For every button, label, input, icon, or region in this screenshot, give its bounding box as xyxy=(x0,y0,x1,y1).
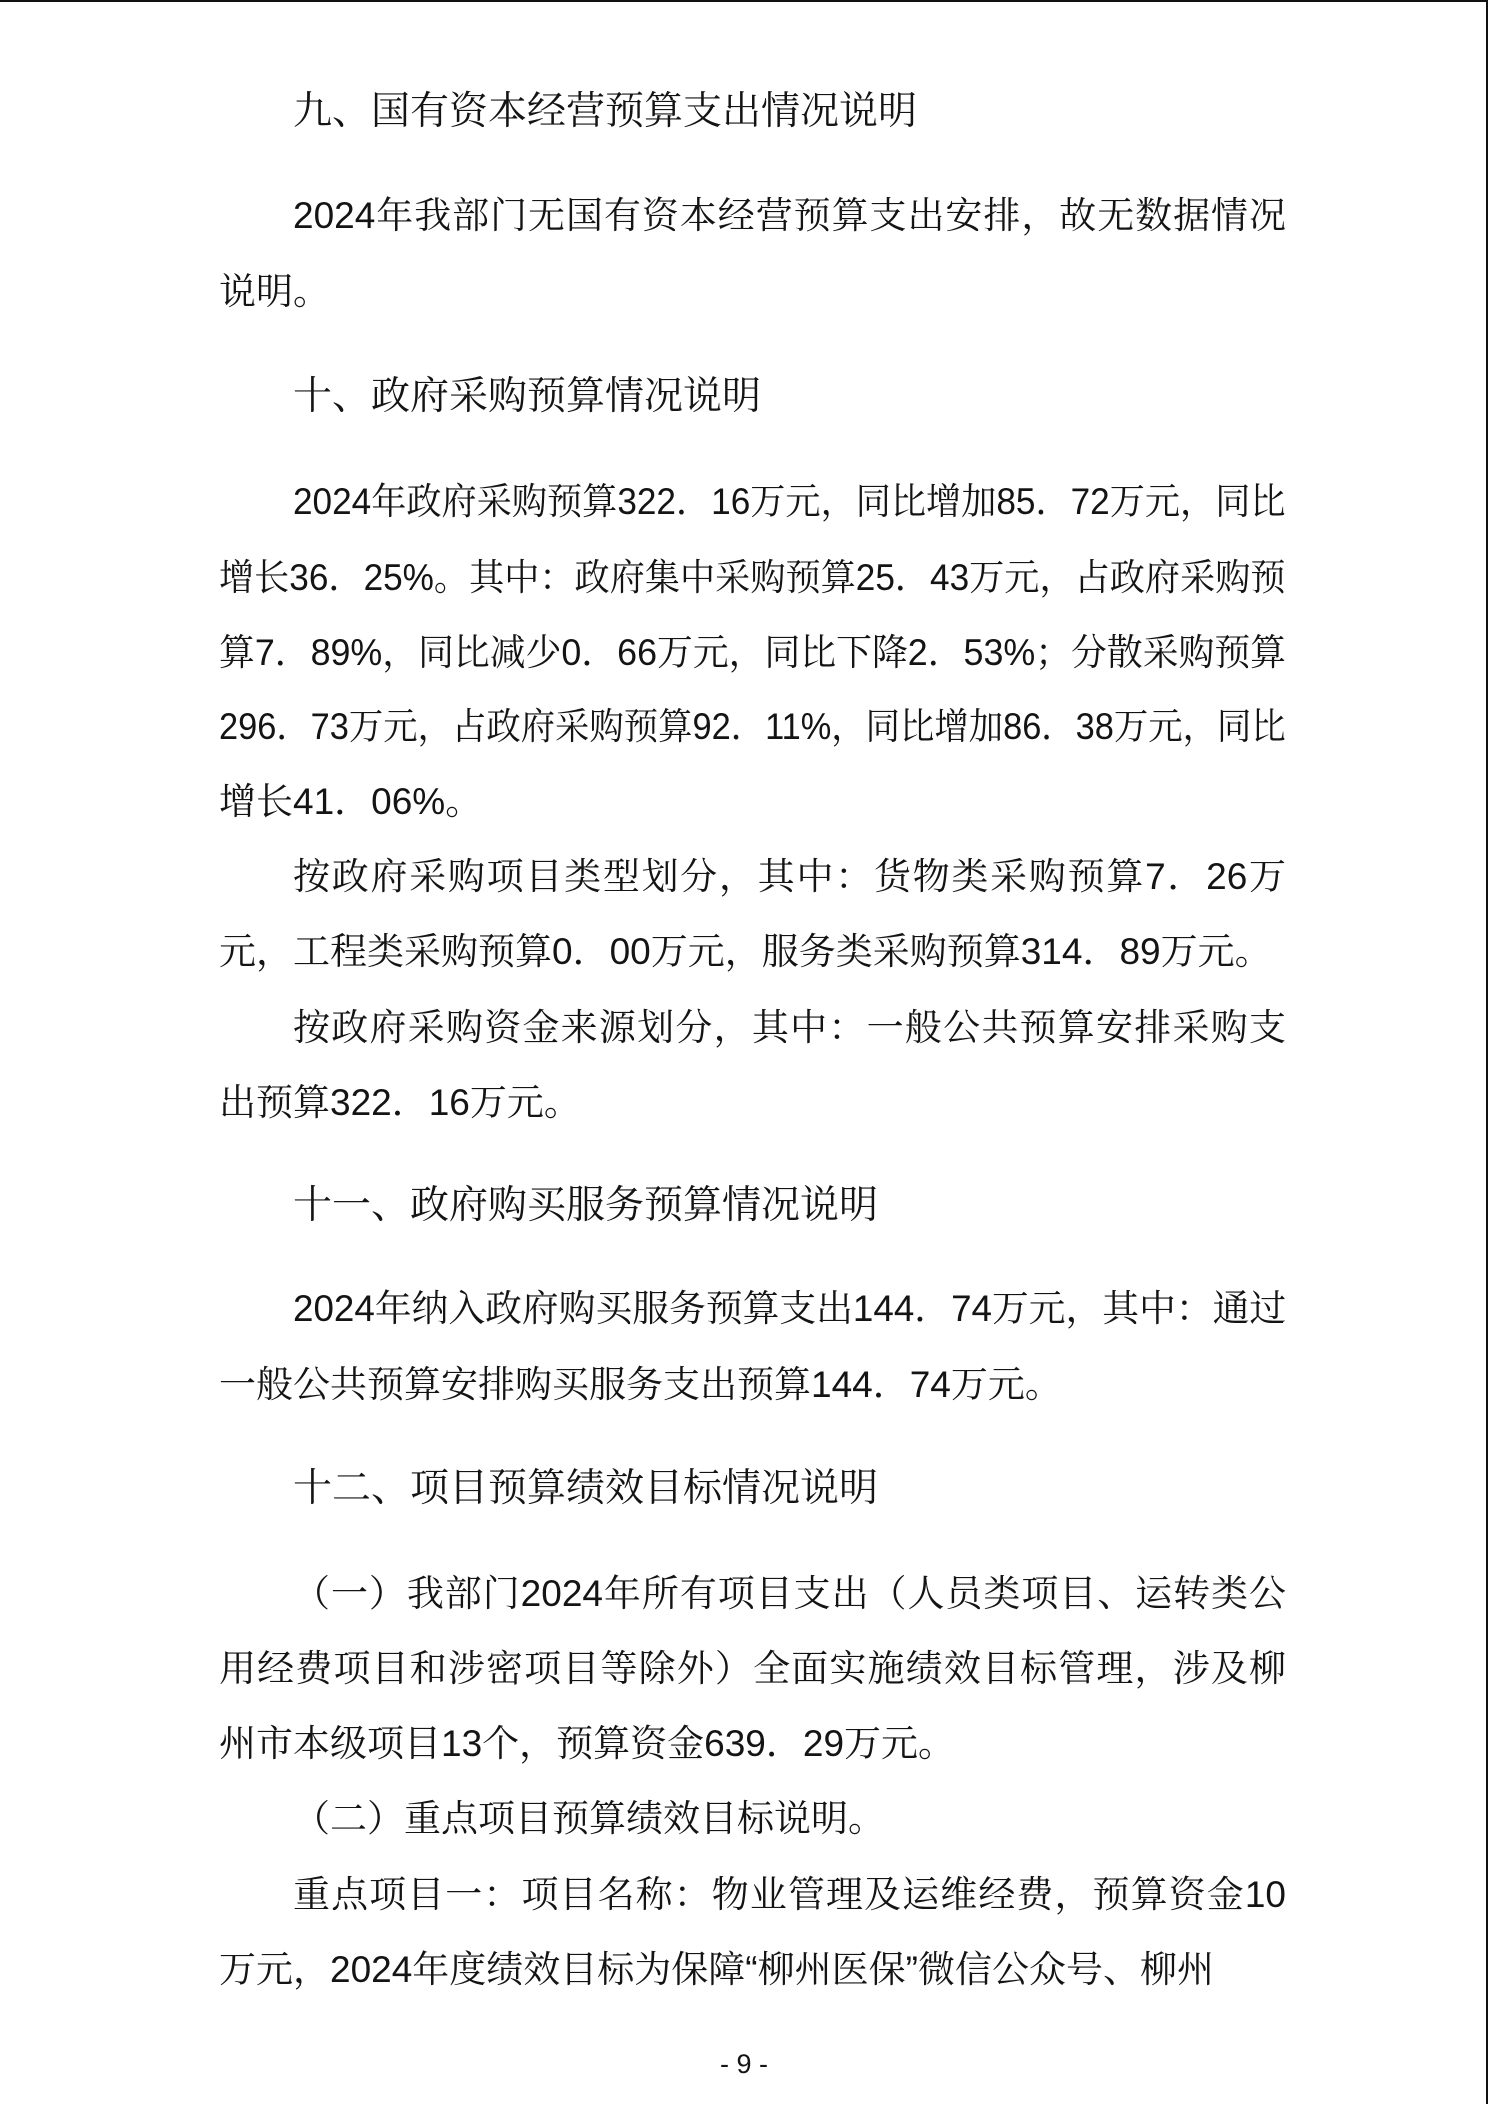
paragraph-line: 按政府采购项目类型划分，其中：货物类采购预算7．26万 xyxy=(293,856,1286,897)
paragraph-line: 296．73万元，占政府采购预算92．11%，同比增加86．38万元，同比 xyxy=(219,706,1286,747)
paragraph-line: 增长36．25%。其中：政府集中采购预算25．43万元，占政府采购预 xyxy=(219,557,1286,598)
paragraph-line: 2024年纳入政府购买服务预算支出144．74万元，其中：通过 xyxy=(293,1288,1287,1329)
paragraph-line: 算7．89%，同比减少0．66万元，同比下降2．53%；分散采购预算 xyxy=(219,632,1286,673)
paragraph-line: 州市本级项目13个，预算资金639．29万元。 xyxy=(219,1723,956,1764)
paragraph-line: 增长41．06%。 xyxy=(219,781,483,822)
paragraph-line: 用经费项目和涉密项目等除外）全面实施绩效目标管理，涉及柳 xyxy=(219,1648,1286,1689)
section-heading: 十、政府采购预算情况说明 xyxy=(293,375,762,418)
paragraph-line: 说明。 xyxy=(219,271,330,312)
section-heading: 十一、政府购买服务预算情况说明 xyxy=(293,1184,879,1227)
paragraph-line: 元，工程类采购预算0．00万元，服务类采购预算314．89万元。 xyxy=(219,931,1272,972)
paragraph-line: 按政府采购资金来源划分，其中：一般公共预算安排采购支 xyxy=(293,1007,1286,1048)
paragraph-line: 2024年政府采购预算322．16万元，同比增加85．72万元，同比 xyxy=(293,481,1286,522)
page-number: - 9 - xyxy=(719,2049,768,2079)
section-heading: 九、国有资本经营预算支出情况说明 xyxy=(293,90,918,133)
paragraph-line: （一）我部门2024年所有项目支出（人员类项目、运转类公 xyxy=(293,1573,1286,1614)
paragraph-line: （二）重点项目预算绩效目标说明。 xyxy=(293,1798,885,1839)
paragraph-line: 重点项目一：项目名称：物业管理及运维经费，预算资金10 xyxy=(293,1874,1286,1915)
paragraph-line: 万元，2024年度绩效目标为保障“柳州医保”微信公众号、柳州 xyxy=(219,1949,1214,1990)
section-heading: 十二、项目预算绩效目标情况说明 xyxy=(293,1467,879,1510)
paragraph-line: 2024年我部门无国有资本经营预算支出安排，故无数据情况 xyxy=(293,195,1286,236)
paragraph-line: 一般公共预算安排购买服务支出预算144．74万元。 xyxy=(219,1364,1062,1405)
paragraph-line: 出预算322．16万元。 xyxy=(219,1082,581,1123)
